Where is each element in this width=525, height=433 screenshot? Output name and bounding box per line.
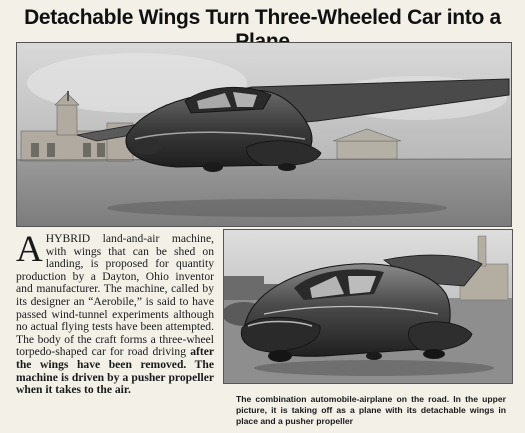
drop-cap: A — [16, 229, 43, 270]
photo-caption: The combination automobile-airplane on the road. In the upper picture, it is taking off as a plane with its detachable wings in place and a pusher propeller — [236, 394, 506, 426]
photo-aerobile-flying — [16, 42, 512, 227]
article-paragraph-end: after the wings have been removed. The machine is driven by a pusher propeller when it takes to the air. — [16, 345, 215, 397]
article-headline: Detachable Wings Turn Three-Wheeled Car into a — [24, 6, 501, 29]
article-body — [16, 229, 215, 397]
article-paragraph-start: HYBRID land-and-air machine, with wings that can be shed on landing, is proposed for quantity production by a Dayton, Ohio inventor and manufacturer. The machine, called by its designer an “Aerobile,” is said to have passed wind-tunnel experiments although no actual flying tests have been attempted. The body of the craft forms a three-wheel torpedo-shaped car for road driving — [16, 232, 214, 359]
photo-aerobile-on-road — [223, 229, 513, 384]
